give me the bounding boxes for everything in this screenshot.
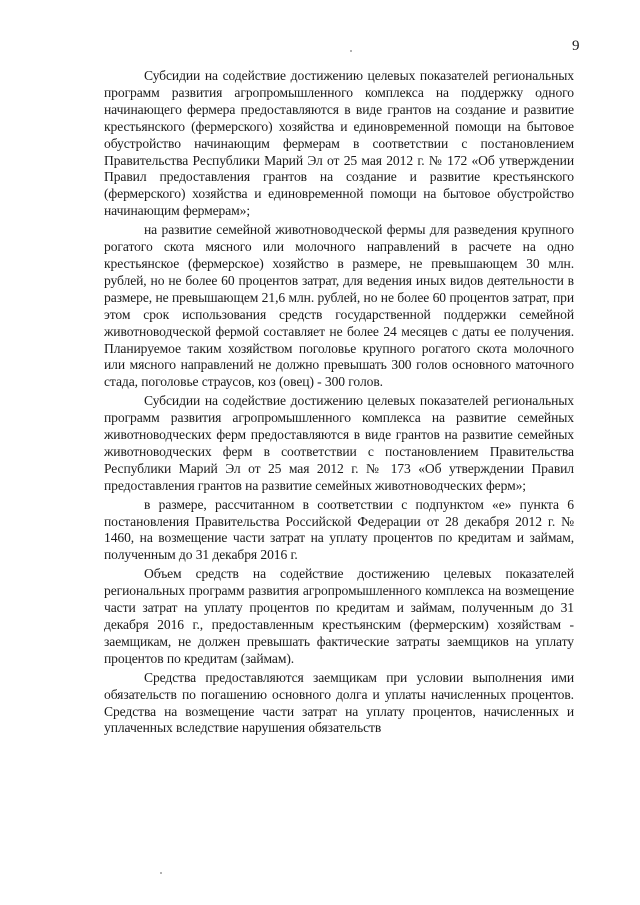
paragraph-family-livestock-farm-amounts: на развитие семейной животноводческой фермы для разведения крупного рогатого скота мясного или молочного направлений в расчете на одно крестьянское (фермерское) хозяйство в размере, не превышающем 30 млн. рублей, но не более 60 процентов затрат, для ведения иных видов деятельности в размере, не превышающем 21,6 млн. рублей, но не более 60 процентов затрат, при этом срок использования средств государственной поддержки семейной животноводческой фермой составляет не более 24 месяцев с даты ее получения. Планируемое таким хозяйством поголовье крупного рогатого скота молочного или мясного направлений не должно превышать 300 голов основного маточного стада, поголовье страусов, коз (овец) - 300 голов. <box>104 222 574 390</box>
scan-speck <box>350 50 352 52</box>
paragraph-grants-family-farms: Субсидии на содействие достижению целевых показателей региональных программ развития агропромышленного комплекса на развитие семейных животноводческих ферм предоставляются в виде грантов на развитие семейных животноводческих ферм в соответствии с постановлением Правительства Республики Марий Эл от 25 мая 2012 г. № 173 «Об утверждении Правил предоставления грантов на развитие семейных животноводческих ферм»; <box>104 393 574 493</box>
paragraph-conditions: Средства предоставляются заемщикам при условии выполнения ими обязательств по погашению основного долга и уплаты начисленных процентов. Средства на возмещение части затрат на уплату процентов, начисленных и уплаченных вследствие нарушения обязательств <box>104 669 574 736</box>
page-number: 9 <box>572 38 580 54</box>
body-text <box>104 68 574 737</box>
paragraph-interest-reimbursement: в размере, рассчитанном в соответствии с подпунктом «е» пункта 6 постановления Правительства Российской Федерации от 28 декабря 2012 г. № 1460, на возмещение части затрат на уплату процентов по кредитам и займам, полученным до 31 декабря 2016 г. <box>104 496 574 563</box>
scan-speck <box>160 872 162 874</box>
paragraph-grants-novice-farmer: Субсидии на содействие достижению целевых показателей региональных программ развития агропромышленного комплекса на поддержку одного начинающего фермера предоставляются в виде грантов на создание и развитие крестьянского (фермерского) хозяйства и единовременной помощи на бытовое обустройство начинающим фермерам в соответствии с постановлением Правительства Республики Марий Эл от 25 мая 2012 г. № 172 «Об утверждении Правил предоставления грантов на создание и развитие крестьянского (фермерского) хозяйства и единовременной помощи на бытовое обустройство начинающим фермерам»; <box>104 68 574 219</box>
paragraph-funding-volume: Объем средств на содействие достижению целевых показателей региональных программ развития агропромышленного комплекса на возмещение части затрат на уплату процентов по кредитам и займам, полученным до 31 декабря 2016 г., предоставленным крестьянским (фермерским) хозяйствам - заемщикам, не должен превышать фактические затраты заемщиков на уплату процентов по кредитам (займам). <box>104 566 574 666</box>
